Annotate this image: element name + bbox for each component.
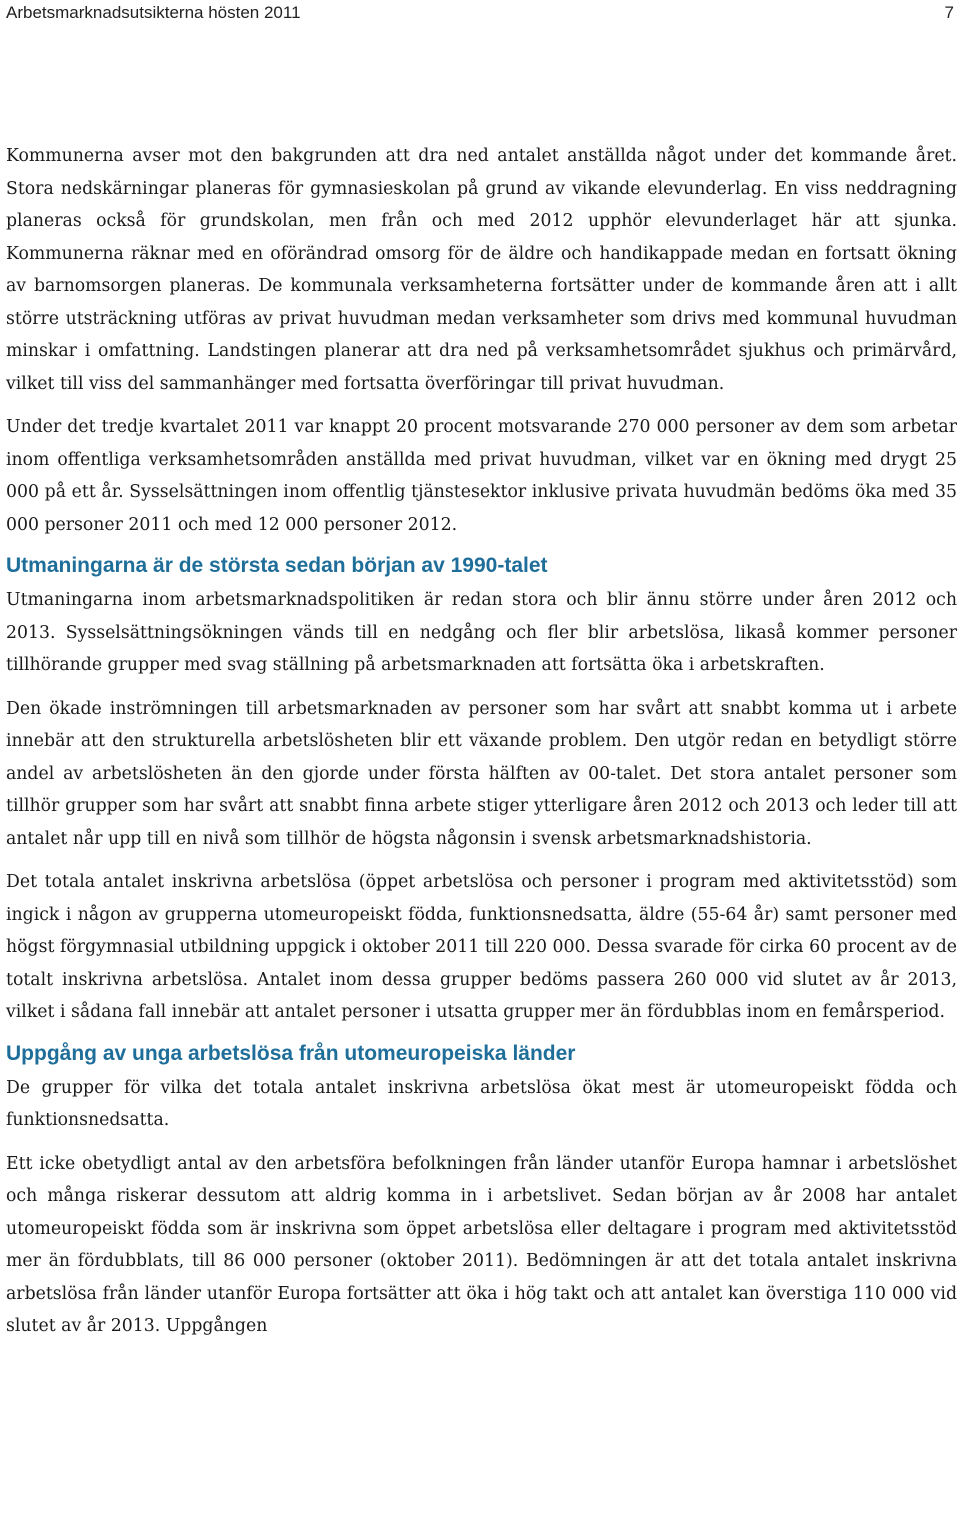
page-header [6, 0, 954, 26]
section-heading-utmaningarna: Utmaningarna är de största sedan början av 1990-talet [6, 554, 548, 577]
section-heading-unga-arbetslosa: Uppgång av unga arbetslösa från utomeuropeiska länder [6, 1041, 576, 1065]
document-body [6, 140, 957, 1354]
page-number: 7 [944, 3, 954, 22]
paragraph-strukturella-arbetslosheten: Den ökade inströmningen till arbetsmarknaden av personer som har svårt att snabbt komma ut i arbete innebär att den strukturella arbetslösheten blir ett växande problem. Den utgör redan en betydligt större andel av arbetslösheten än den gjorde under första hälften av 00-talet. Det stora antalet personer som tillhör grupper som har svårt att snabbt finna arbete stiger ytterligare åren 2012 och 2013 och leder till att antalet når upp till en nivå som tillhör de högsta någonsin i svensk arbetsmarknadshistoria. [6, 698, 957, 849]
paragraph-tredje-kvartalet: Under det tredje kvartalet 2011 var knappt 20 procent motsvarande 270 000 personer av dem som arbetar inom offentliga verksamhetsområden anställda med privat huvudman, vilket var en ökning med drygt 25 000 på ett år. Sysselsättningen inom offentlig tjänstesektor inklusive privata huvudmän bedöms öka med 35 000 personer 2011 och med 12 000 personer 2012. [6, 417, 957, 535]
running-title: Arbetsmarknadsutsikterna hösten 2011 [6, 3, 301, 22]
paragraph-utmaningarna: Utmaningarna inom arbetsmarknadspolitiken är redan stora och blir ännu större under åren 2012 och 2013. Sysselsättningsökningen vänds till en nedgång och fler blir arbetslösa, likaså kommer personer tillhörande grupper med svag ställning på arbetsmarknaden att fortsätta öka i arbetskraften. [6, 590, 957, 675]
paragraph-arbetsfora-befolkningen: Ett icke obetydligt antal av den arbetsföra befolkningen från länder utanför Europa hamnar i arbetslöshet och många riskerar dessutom att aldrig komma in i arbetslivet. Sedan början av år 2008 har antalet utomeuropeiskt födda som är inskrivna som öppet arbetslösa eller deltagare i program med aktivitetsstöd mer än fördubblats, till 86 000 personer (oktober 2011). Bedömningen är att det totala antalet inskrivna arbetslösa från länder utanför Europa fortsätter att öka i hög takt och att antalet kan överstiga 110 000 vid slutet av år 2013. Uppgången [6, 1153, 957, 1336]
paragraph-grupper: De grupper för vilka det totala antalet inskrivna arbetslösa ökat mest är utomeuropeiskt födda och funktionsnedsatta. [6, 1077, 957, 1130]
paragraph-kommunerna: Kommunerna avser mot den bakgrunden att dra ned antalet anställda något under det kommande året. Stora nedskärningar planeras för gymnasieskolan på grund av vikande elevunderlag. En viss neddragning planeras också för grundskolan, men från och med 2012 upphör elevunderlaget här att sjunka. Kommunerna räknar med en oförändrad omsorg för de äldre och handikappade medan en fortsatt ökning av barnomsorgen planeras. De kommunala verksamheterna fortsätter under de kommande åren att i allt större utsträckning utföras av privat huvudman medan verksamheter som drivs med kommunal huvudman minskar i omfattning. Landstingen planerar att dra ned på verksamhetsområdet sjukhus och primärvård, vilket till viss del sammanhänger med fortsatta överföringar till privat huvudman. [6, 146, 957, 394]
paragraph-totala-antalet: Det totala antalet inskrivna arbetslösa (öppet arbetslösa och personer i program med aktivitetsstöd) som ingick i någon av grupperna utomeuropeiskt födda, funktionsnedsatta, äldre (55-64 år) samt personer med högst förgymnasial utbildning uppgick i oktober 2011 till 220 000. Dessa svarade för cirka 60 procent av de totalt inskrivna arbetslösa. Antalet inom dessa grupper bedöms passera 260 000 vid slutet av år 2013, vilket i sådana fall innebär att antalet personer i utsatta grupper mer än fördubblas inom en femårsperiod. [6, 872, 957, 1022]
